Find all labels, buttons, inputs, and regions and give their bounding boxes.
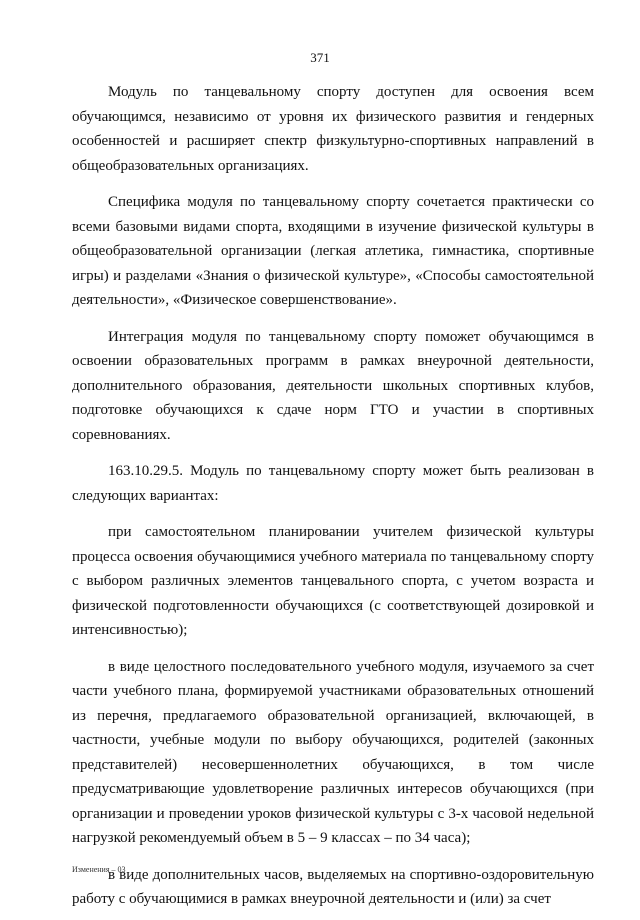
paragraph-1: Модуль по танцевальному спорту доступен для освоения всем обучающимся, независимо от уровня их физического развития и гендерных особенностей и расширяет спектр физкультурно-спортивных направлений в общеобразовательных организациях. — [72, 84, 594, 174]
document-body — [72, 80, 594, 912]
paragraph-4: 163.10.29.5. Модуль по танцевальному спорту может быть реализован в следующих вариантах: — [72, 463, 594, 504]
paragraph-6: в виде целостного последовательного учебного модуля, изучаемого за счет части учебного плана, формируемой участниками образовательных отношений из перечня, предлагаемого образовательной организацией, включающей, в частности, учебные модули по выбору обучающихся, родителей (законных представителей) несовершеннолетних обучающихся, в том числе предусматривающие удовлетворение различных интересов обучающихся (при организации и проведении уроков физической культуры с 3-х часовой недельной нагрузкой рекомендуемый объем в 5 – 9 классах – по 34 часа); — [72, 658, 594, 846]
paragraph-5: при самостоятельном планировании учителем физической культуры процесса освоения обучающимися учебного материала по танцевальному спорту с выбором различных элементов танцевального спорта, с учетом возраста и физической подготовленности обучающихся (с соответствующей дозировкой и интенсивностью); — [72, 524, 594, 638]
page-number: 371 — [310, 50, 330, 65]
footer-revision: Изменения – 03 — [72, 865, 126, 874]
paragraph-7: в виде дополнительных часов, выделяемых на спортивно-оздоровительную работу с обучающимися в рамках внеурочной деятельности и (или) за счет — [72, 866, 594, 907]
paragraph-3: Интеграция модуля по танцевальному спорту поможет обучающимся в освоении образовательных программ в рамках внеурочной деятельности, дополнительного образования, деятельности школьных спортивных клубов, подготовке обучающихся к сдаче норм ГТО и участии в спортивных соревнованиях. — [72, 328, 594, 443]
paragraph-2: Специфика модуля по танцевальному спорту сочетается практически со всеми базовыми видами спорта, входящими в изучение физической культуры в общеобразовательной организации (легкая атлетика, гимнастика, спортивные игры) и разделами «Знания о физической культуре», «Способы самостоятельной деятельности», «Физическое совершенствование». — [72, 194, 594, 308]
